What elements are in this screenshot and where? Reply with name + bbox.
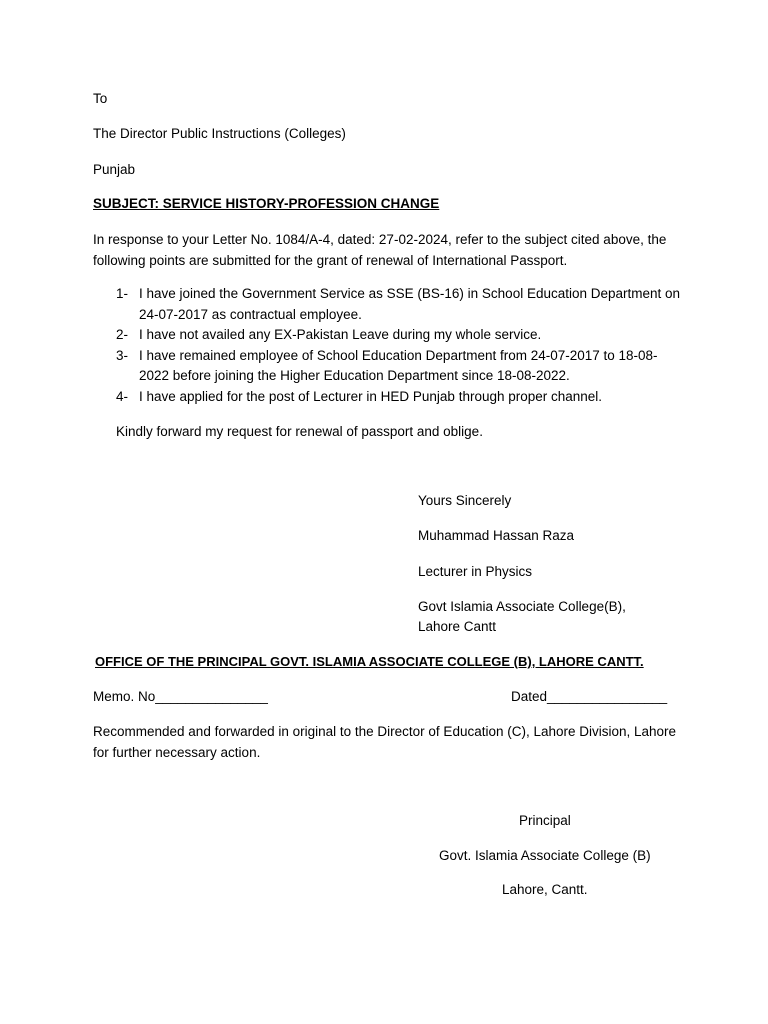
- list-item: [93, 284, 683, 325]
- principal-title: Principal: [519, 813, 571, 828]
- memo-number: Memo. No_______________: [93, 689, 268, 704]
- addressee-province: Punjab: [93, 162, 136, 177]
- list-item-number: 2-: [116, 327, 129, 342]
- sender-title: Lecturer in Physics: [418, 564, 533, 579]
- list-item-text: I have not availed any EX-Pakistan Leave during my whole service.: [139, 327, 542, 342]
- principal-college: Govt. Islamia Associate College (B): [439, 848, 651, 863]
- list-item-number: 1-: [116, 286, 129, 301]
- closing-request: Kindly forward my request for renewal of passport and oblige.: [116, 424, 483, 439]
- intro-paragraph: In response to your Letter No. 1084/A-4, dated: 27-02-2024, refer to the subject cited above, the following points are submitted for the grant of renewal of International Passport.: [93, 232, 667, 268]
- list-item-number: 4-: [116, 388, 129, 404]
- list-item: [93, 325, 683, 346]
- list-item: [93, 346, 683, 387]
- list-item-text: I have applied for the post of Lecturer in HED Punjab through proper channel.: [139, 388, 603, 404]
- salutation-to: To: [93, 91, 108, 106]
- points-list: [93, 284, 683, 407]
- office-heading: OFFICE OF THE PRINCIPAL GOVT. ISLAMIA ASSOCIATE COLLEGE (B), LAHORE CANTT.: [95, 654, 644, 669]
- forward-note: Recommended and forwarded in original to the Director of Education (C), Lahore Division, Lahore for further necessary action.: [93, 724, 677, 760]
- addressee: The Director Public Instructions (Colleges): [93, 126, 346, 141]
- list-item-text: I have remained employee of School Education Department from 24-07-2017 to 18-08-2022 before joining the Higher Education Department since 18-08-2022.: [139, 347, 658, 383]
- sender-name: Muhammad Hassan Raza: [418, 528, 575, 543]
- memo-dated: Dated________________: [511, 689, 668, 704]
- subject-line: SUBJECT: SERVICE HISTORY-PROFESSION CHANGE: [93, 196, 440, 211]
- list-item-number: 3-: [116, 347, 129, 363]
- list-item: [93, 387, 683, 408]
- signoff: Yours Sincerely: [418, 493, 512, 508]
- list-item-text: I have joined the Government Service as SSE (BS-16) in School Education Department on 24-07-2017 as contractual employee.: [139, 286, 681, 322]
- sender-college: Govt Islamia Associate College(B),: [418, 599, 626, 614]
- sender-city: Lahore Cantt: [418, 619, 497, 634]
- principal-city: Lahore, Cantt.: [502, 882, 588, 897]
